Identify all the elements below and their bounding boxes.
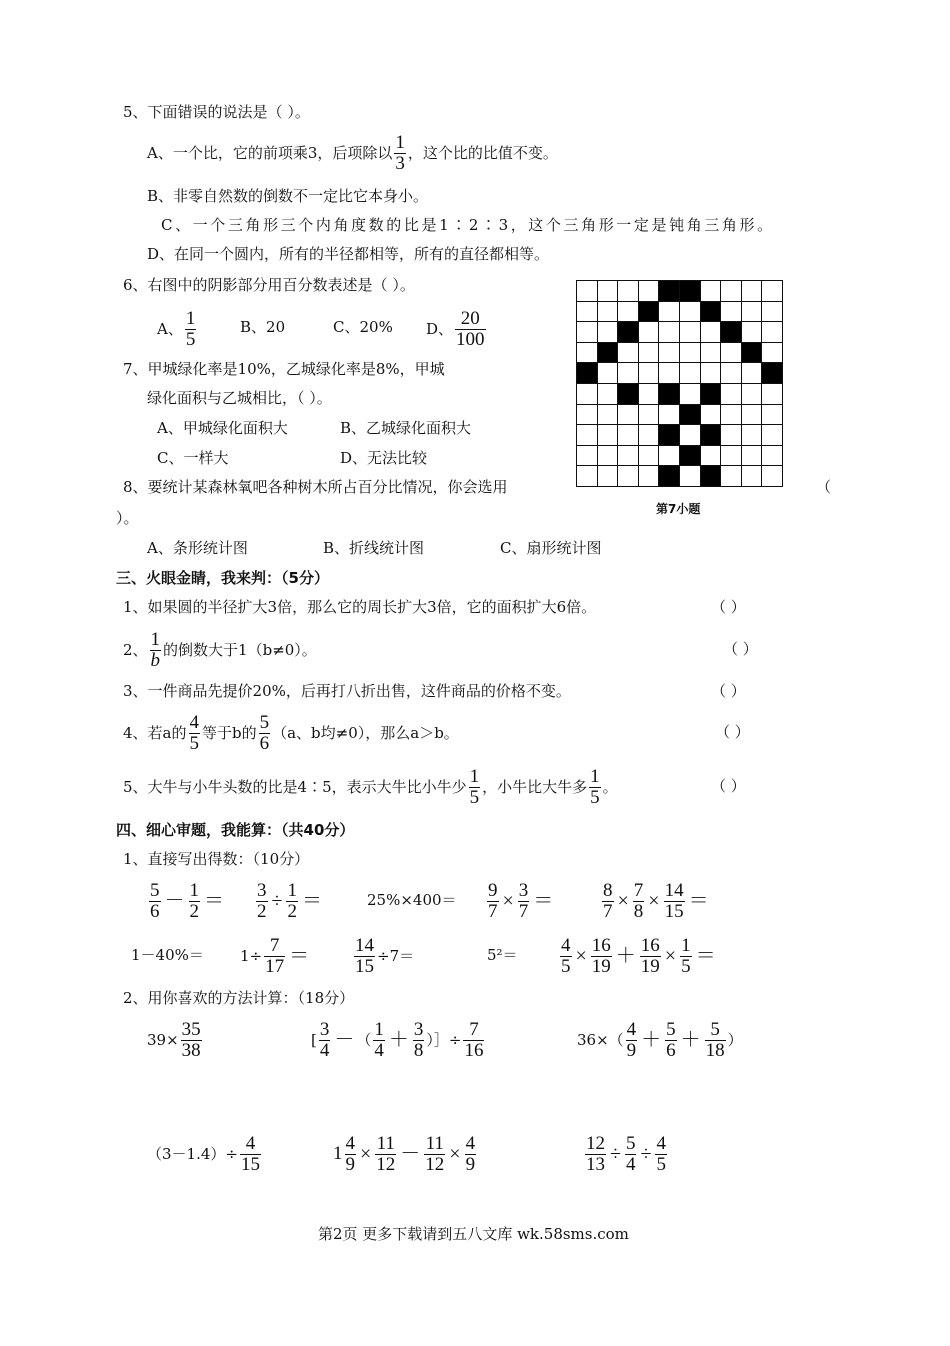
grid-cell xyxy=(577,445,598,466)
compute-5: 1 $\frac{4}{9}$ × $\frac{11}{12}$ － $\frac{11}{12}$ × $\frac{4}{9}$ xyxy=(333,1132,476,1175)
page-footer: 第2页 更多下载请到五八文库 wk.58sms.com xyxy=(318,1225,629,1243)
judge-2: 2、 $\frac{1}{b}$ 的倒数大于1（b≠0）。 xyxy=(123,628,317,671)
grid-cell xyxy=(638,342,659,363)
grid-cell xyxy=(577,425,598,446)
judge-4: 4、若a的 $\frac{4}{5}$ 等于b的 $\frac{5}{6}$ （a、b均≠0），那么a＞b。 xyxy=(123,711,459,754)
grid-cell-shaded xyxy=(577,363,598,384)
judge-3-paren: （ ） xyxy=(711,682,746,700)
grid-cell xyxy=(638,425,659,446)
grid-cell-shaded xyxy=(659,466,680,487)
q8-option-a: A、条形统计图 xyxy=(147,539,248,557)
q5-option-d: D、在同一个圆内，所有的半径都相等，所有的直径都相等。 xyxy=(147,245,550,263)
grid-cell-shaded xyxy=(721,322,742,343)
grid-cell xyxy=(700,363,721,384)
grid-cell xyxy=(638,383,659,404)
q7-line1: 7、甲城绿化率是10%，乙城绿化率是8%，甲城 xyxy=(123,360,445,378)
grid-cell xyxy=(741,404,762,425)
grid-cell xyxy=(659,322,680,343)
grid-cell xyxy=(700,322,721,343)
grid-cell-shaded xyxy=(659,425,680,446)
grid-cell xyxy=(659,301,680,322)
grid-cell xyxy=(597,383,618,404)
grid-cell xyxy=(638,445,659,466)
grid-row xyxy=(577,466,783,487)
grid-cell xyxy=(638,404,659,425)
grid-cell xyxy=(679,425,700,446)
q5-option-a: A、一个比，它的前项乘3，后项除以 $\frac{1}{3}$ ，这个比的比值不变。 xyxy=(147,131,558,174)
grid-cell-shaded xyxy=(700,301,721,322)
compute-4: （3－1.4）÷ $\frac{4}{15}$ xyxy=(147,1132,260,1175)
grid-cell xyxy=(638,466,659,487)
grid-cell xyxy=(659,342,680,363)
grid-cell xyxy=(741,363,762,384)
grid-cell xyxy=(577,342,598,363)
calc-4: $\frac{9}{7}$ × $\frac{3}{7}$ ＝ xyxy=(488,879,554,922)
grid-cell xyxy=(741,425,762,446)
grid-caption: 第7小题 xyxy=(656,502,701,516)
q8-paren-open: （ xyxy=(816,478,832,496)
q8-option-b: B、折线统计图 xyxy=(323,539,425,557)
grid-cell xyxy=(762,383,783,404)
compute-1: 39× $\frac{35}{38}$ xyxy=(147,1018,201,1061)
q7-option-d: D、无法比较 xyxy=(340,449,428,467)
grid-cell xyxy=(659,445,680,466)
shaded-grid-figure xyxy=(576,280,783,487)
part2-heading: 2、用你喜欢的方法计算：（18分） xyxy=(123,989,355,1007)
grid-cell-shaded xyxy=(679,404,700,425)
q5-option-b: B、非零自然数的倒数不一定比它本身小。 xyxy=(147,187,429,205)
q7-option-c: C、一样大 xyxy=(157,449,229,467)
judge-5: 5、大牛与小牛头数的比是4∶5，表示大牛比小牛少 $\frac{1}{5}$ ，小牛比大牛多 $\frac{1}{5}$ 。 xyxy=(123,765,618,808)
q5-option-c: C、一个三角形三个内角度数的比是1∶2∶3，这个三角形一定是钝角三角形。 xyxy=(161,216,775,234)
grid-row xyxy=(577,301,783,322)
grid-cell xyxy=(618,301,639,322)
q7-line2: 绿化面积与乙城相比，（ ）。 xyxy=(147,389,332,407)
grid-cell xyxy=(597,363,618,384)
grid-cell xyxy=(721,301,742,322)
judge-4-paren: （ ） xyxy=(715,723,750,741)
grid-cell-shaded xyxy=(679,445,700,466)
grid-cell xyxy=(618,342,639,363)
grid-cell xyxy=(597,425,618,446)
grid-row xyxy=(577,281,783,302)
grid-cell xyxy=(597,281,618,302)
grid-cell xyxy=(638,281,659,302)
grid-cell xyxy=(679,342,700,363)
grid-cell xyxy=(618,425,639,446)
calc-7: 1÷ $\frac{7}{17}$ ＝ xyxy=(240,934,310,977)
part1-heading: 1、直接写出得数：（10分） xyxy=(123,850,310,868)
grid-cell xyxy=(741,383,762,404)
q7-option-b: B、乙城绿化面积大 xyxy=(340,419,472,437)
grid-cell xyxy=(577,281,598,302)
grid-cell xyxy=(721,363,742,384)
q8-stem: 8、要统计某森林氧吧各种树木所占百分比情况，你会选用 xyxy=(123,478,508,496)
grid-cell-shaded xyxy=(679,281,700,302)
calc-10: 5²＝ xyxy=(487,946,518,964)
grid-cell xyxy=(618,466,639,487)
grid-cell-shaded xyxy=(659,281,680,302)
grid-cell xyxy=(700,445,721,466)
grid-cell xyxy=(597,301,618,322)
calc-3: 25%×400＝ xyxy=(367,891,457,909)
calc-6: 1－40%＝ xyxy=(131,946,204,964)
grid-cell xyxy=(577,404,598,425)
grid-cell-shaded xyxy=(638,301,659,322)
grid-cell xyxy=(700,404,721,425)
grid-cell-shaded xyxy=(618,322,639,343)
grid-cell xyxy=(741,466,762,487)
grid-row xyxy=(577,363,783,384)
grid-row xyxy=(577,342,783,363)
q6-option-d: D、 $\frac{20}{100}$ xyxy=(426,307,485,350)
judge-3: 3、一件商品先提价20%，后再打八折出售，这件商品的价格不变。 xyxy=(123,682,571,700)
grid-cell xyxy=(741,281,762,302)
q6-options: A、 $\frac{1}{5}$ xyxy=(157,307,196,350)
grid-cell-shaded xyxy=(700,383,721,404)
grid-cell xyxy=(741,445,762,466)
judge-5-paren: （ ） xyxy=(711,777,746,795)
grid-cell xyxy=(577,301,598,322)
grid-cell xyxy=(762,445,783,466)
grid-cell xyxy=(659,404,680,425)
grid-cell xyxy=(741,322,762,343)
grid-cell xyxy=(618,363,639,384)
compute-6: $\frac{12}{13}$ ÷ $\frac{5}{4}$ ÷ $\frac{4}{5}$ xyxy=(586,1132,666,1175)
grid-cell xyxy=(700,342,721,363)
grid-cell xyxy=(721,281,742,302)
grid-cell xyxy=(618,445,639,466)
grid-cell xyxy=(618,281,639,302)
grid-cell-shaded xyxy=(597,342,618,363)
grid-row xyxy=(577,425,783,446)
grid-cell xyxy=(762,342,783,363)
section3-title: 三、火眼金睛，我来判：（5分） xyxy=(116,569,329,587)
grid-cell xyxy=(762,322,783,343)
grid-cell-shaded xyxy=(741,342,762,363)
grid-cell xyxy=(679,322,700,343)
q6-stem: 6、右图中的阴影部分用百分数表述是（ ）。 xyxy=(123,276,415,294)
q6-option-c: C、20% xyxy=(333,318,393,336)
grid-cell xyxy=(721,404,742,425)
calc-5: $\frac{8}{7}$ × $\frac{7}{8}$ × $\frac{14}{15}$ ＝ xyxy=(603,879,709,922)
grid-cell xyxy=(597,466,618,487)
grid-cell xyxy=(577,466,598,487)
grid-row xyxy=(577,322,783,343)
q8-paren-close: ）。 xyxy=(116,509,139,527)
grid-cell xyxy=(741,301,762,322)
grid-cell xyxy=(577,322,598,343)
calc-1: $\frac{5}{6}$ － $\frac{1}{2}$ ＝ xyxy=(150,879,224,922)
q5-stem: 5、下面错误的说法是（ ）。 xyxy=(123,103,310,121)
grid-cell xyxy=(638,322,659,343)
grid-cell xyxy=(721,466,742,487)
grid-cell xyxy=(721,425,742,446)
grid-cell xyxy=(659,363,680,384)
q7-option-a: A、甲城绿化面积大 xyxy=(157,419,288,437)
grid-cell-shaded xyxy=(762,363,783,384)
grid-cell-shaded xyxy=(618,383,639,404)
grid-cell xyxy=(597,322,618,343)
compute-3: 36×（ $\frac{4}{9}$ ＋ $\frac{5}{6}$ ＋ $\frac{5}{18}$ ） xyxy=(577,1018,743,1061)
grid-cell xyxy=(700,281,721,302)
q8-option-c: C、扇形统计图 xyxy=(500,539,602,557)
calc-2: $\frac{3}{2}$ ÷ $\frac{1}{2}$ ＝ xyxy=(257,879,322,922)
section4-title: 四、细心审题，我能算：（共40分） xyxy=(116,821,355,839)
judge-1: 1、如果圆的半径扩大3倍，那么它的周长扩大3倍，它的面积扩大6倍。 xyxy=(123,598,597,616)
grid-cell xyxy=(618,404,639,425)
grid-cell xyxy=(762,281,783,302)
calc-9: $\frac{14}{15}$ ÷7＝ xyxy=(355,934,415,977)
compute-2: [ $\frac{3}{4}$ － （ $\frac{1}{4}$ ＋ $\frac{3}{8}$ ）］÷ $\frac{7}{16}$ xyxy=(311,1018,484,1061)
grid-cell xyxy=(762,466,783,487)
grid-cell xyxy=(762,404,783,425)
grid-row xyxy=(577,445,783,466)
grid-cell xyxy=(762,301,783,322)
q6-option-b: B、20 xyxy=(240,318,286,336)
grid-row xyxy=(577,404,783,425)
grid-cell xyxy=(679,301,700,322)
judge-2-paren: （ ） xyxy=(723,640,758,658)
calc-11: $\frac{4}{5}$ × $\frac{16}{19}$ ＋ $\frac{16}{19}$ × $\frac{1}{5}$ ＝ xyxy=(561,934,716,977)
grid-cell xyxy=(679,383,700,404)
grid-cell xyxy=(762,425,783,446)
grid-row xyxy=(577,383,783,404)
grid-cell xyxy=(577,383,598,404)
grid-cell xyxy=(721,342,742,363)
grid-cell xyxy=(679,363,700,384)
grid-cell-shaded xyxy=(700,425,721,446)
grid-cell-shaded xyxy=(659,383,680,404)
judge-1-paren: （ ） xyxy=(711,598,746,616)
grid-cell xyxy=(597,404,618,425)
grid-cell xyxy=(721,383,742,404)
grid-cell xyxy=(638,363,659,384)
grid-cell xyxy=(597,445,618,466)
grid-cell xyxy=(721,445,742,466)
grid-cell xyxy=(679,466,700,487)
grid-cell-shaded xyxy=(700,466,721,487)
